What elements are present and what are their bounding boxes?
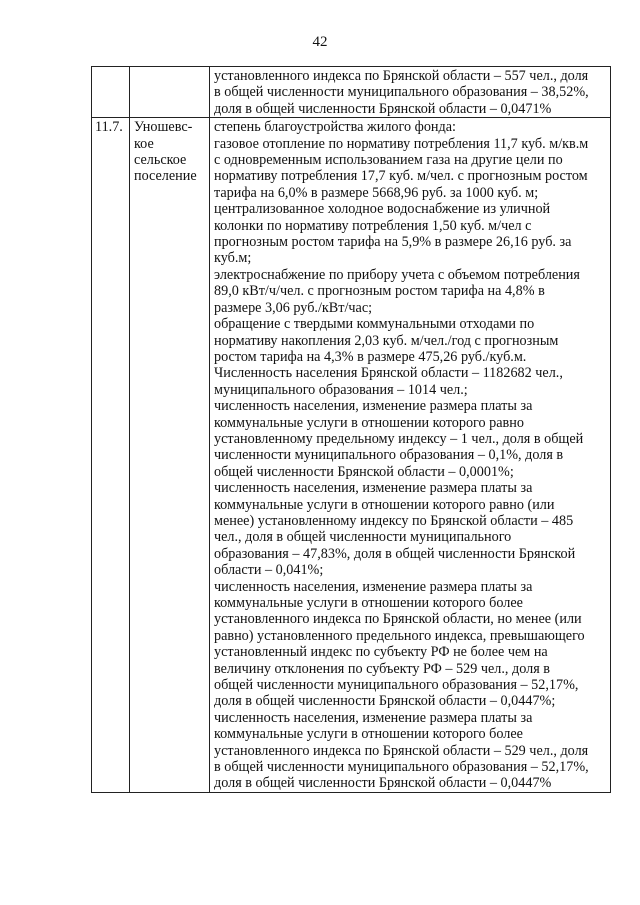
- description-line: степень благоустройства жилого фонда:: [214, 119, 456, 136]
- description-line: образования – 47,83%, доля в общей численности Брянской: [214, 545, 576, 562]
- description-line: величину отклонения по субъекту РФ – 529 чел., доля в: [214, 660, 550, 677]
- description-line: коммунальные услуги в отношении которого равно (или: [214, 496, 555, 513]
- description-line: Численность населения Брянской области – 1182682 чел.,: [214, 365, 563, 382]
- description-line: 89,0 кВт/ч/чел. с прогнозным ростом тарифа на 4,8% в: [214, 283, 545, 300]
- settlement-name-line: поселение: [134, 168, 197, 185]
- description-line: коммунальные услуги в отношении которого более: [214, 726, 523, 743]
- description-line: обращение с твердыми коммунальными отходами по: [214, 316, 535, 333]
- row-number-cell: 11.7.: [92, 118, 130, 793]
- description-line: установленному предельному индексу – 1 чел., доля в общей: [214, 430, 584, 447]
- row-number-cell: [92, 67, 130, 118]
- description-line: муниципального образования – 1014 чел.;: [214, 381, 468, 398]
- description-cell: [210, 67, 611, 118]
- table-row: [92, 67, 611, 118]
- table-row: [92, 118, 611, 793]
- description-cell: [210, 118, 611, 793]
- description-line: равно) установленного предельного индекса, превышающего: [214, 627, 585, 644]
- description-line: прогнозным ростом тарифа на 5,9% в размере 26,16 руб. за: [214, 234, 572, 251]
- description-line: численность населения, изменение размера платы за: [214, 480, 533, 497]
- description-line: газовое отопление по нормативу потребления 11,7 куб. м/кв.м: [214, 135, 589, 152]
- description-line: нормативу потребления 17,7 куб. м/чел. с прогнозным ростом: [214, 168, 588, 185]
- description-line: ростом тарифа на 4,3% в размере 475,26 руб./куб.м.: [214, 348, 527, 365]
- settlement-name-line: Унoшевс-: [134, 119, 193, 136]
- settlement-table: [91, 66, 611, 793]
- description-line: тарифа на 6,0% в размере 5668,96 руб. за 1000 куб. м;: [214, 184, 539, 201]
- table-body: [92, 67, 611, 793]
- description-line: размере 3,06 руб./кВт/час;: [214, 299, 373, 316]
- description-line: доля в общей численности Брянской области – 0,0447%: [214, 775, 552, 792]
- description-line: области – 0,041%;: [214, 562, 324, 579]
- description-line: менее) установленному индексу по Брянской области – 485: [214, 512, 574, 529]
- description-line: коммунальные услуги в отношении которого равно: [214, 414, 524, 431]
- description-line: численности муниципального образования – 0,1%, доля в: [214, 447, 564, 464]
- description-line: доля в общей численности Брянской области – 0,0471%: [214, 100, 552, 117]
- settlement-name-line: сельское: [134, 152, 187, 169]
- description-line: нормативу накопления 2,03 куб. м/чел./год с прогнозным: [214, 332, 559, 349]
- description-line: чел., доля в общей численности муниципального: [214, 529, 512, 546]
- page-number: 42: [312, 34, 328, 50]
- description-line: централизованное холодное водоснабжение из уличной: [214, 201, 551, 218]
- description-line: численность населения, изменение размера платы за: [214, 398, 533, 415]
- description-line: куб.м;: [214, 250, 252, 267]
- settlement-name-line: кое: [134, 135, 154, 152]
- description-line: общей численности Брянской области – 0,0001%;: [214, 463, 514, 480]
- description-line: численность населения, изменение размера платы за: [214, 709, 533, 726]
- description-line: в общей численности муниципального образования – 52,17%,: [214, 759, 589, 776]
- description-line: установленного индекса по Брянской области – 557 чел., доля: [214, 68, 589, 84]
- description-line: доля в общей численности Брянской области – 0,0447%;: [214, 693, 556, 710]
- description-line: колонки по нормативу потребления 1,50 куб. м/чел с: [214, 217, 532, 234]
- description-line: общей численности муниципального образования – 52,17%,: [214, 677, 579, 694]
- description-line: установленного индекса по Брянской области – 529 чел., доля: [214, 742, 589, 759]
- description-line: с одновременным использованием газа на другие цели по: [214, 152, 563, 169]
- description-line: в общей численности муниципального образования – 38,52%,: [214, 84, 589, 101]
- settlement-name-cell: [130, 67, 210, 118]
- settlement-name-cell: [130, 118, 210, 793]
- description-line: установленный индекс по субъекту РФ не более чем на: [214, 644, 548, 661]
- description-line: установленного индекса по Брянской области, но менее (или: [214, 611, 582, 628]
- description-line: электроснабжение по прибору учета с объемом потребления: [214, 266, 580, 283]
- description-line: численность населения, изменение размера платы за: [214, 578, 533, 595]
- description-line: коммунальные услуги в отношении которого более: [214, 595, 523, 611]
